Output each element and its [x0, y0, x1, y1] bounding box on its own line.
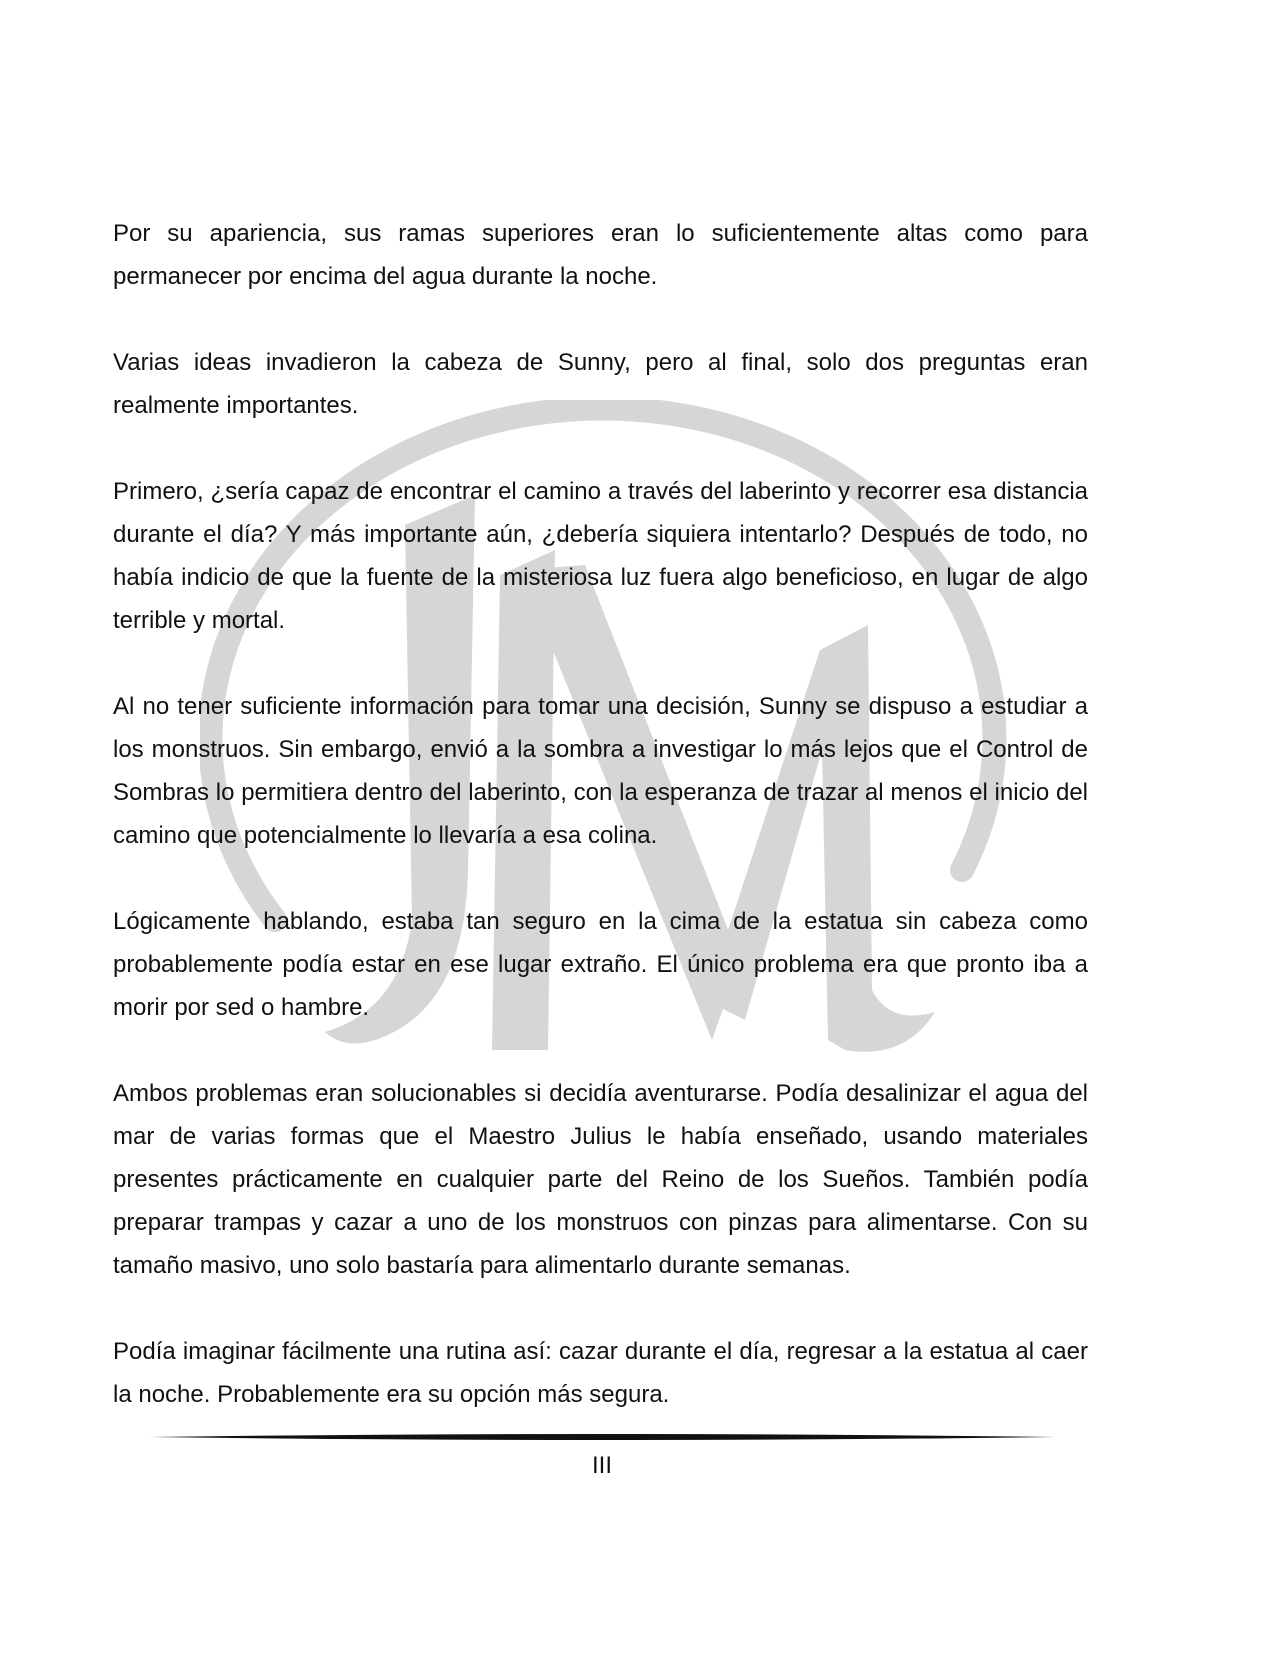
footer-divider: [150, 1432, 1055, 1442]
page-body: [113, 212, 1088, 1459]
paragraph: Primero, ¿sería capaz de encontrar el camino a través del laberinto y recorrer esa distancia durante el día? Y más importante aún, ¿debería siquiera intentarlo? Después de todo, no había indicio de que la fuente de la misteriosa luz fuera algo beneficioso, en lugar de algo terrible y mortal.: [113, 478, 1088, 634]
paragraph: Ambos problemas eran solucionables si decidía aventurarse. Podía desalinizar el agua del mar de varias formas que el Maestro Julius le había enseñado, usando materiales presentes prácticamente en cualquier parte del Reino de los Sueños. También podía preparar trampas y cazar a uno de los monstruos con pinzas para alimentarse. Con su tamaño masivo, uno solo bastaría para alimentarlo durante semanas.: [113, 1080, 1088, 1279]
paragraph: Por su apariencia, sus ramas superiores eran lo suficientemente altas como para permanecer por encima del agua durante la noche.: [113, 220, 1088, 290]
paragraph: Podía imaginar fácilmente una rutina así: cazar durante el día, regresar a la estatua al caer la noche. Probablemente era su opción más segura.: [113, 1338, 1088, 1408]
paragraph: Al no tener suficiente información para tomar una decisión, Sunny se dispuso a estudiar a los monstruos. Sin embargo, envió a la sombra a investigar lo más lejos que el Control de Sombras lo permitiera dentro del laberinto, con la esperanza de trazar al menos el inicio del camino que potencialmente lo llevaría a esa colina.: [113, 693, 1088, 849]
paragraph: Lógicamente hablando, estaba tan seguro en la cima de la estatua sin cabeza como probablemente podía estar en ese lugar extraño. El único problema era que pronto iba a morir por sed o hambre.: [113, 908, 1088, 1021]
paragraph: Varias ideas invadieron la cabeza de Sunny, pero al final, solo dos preguntas eran realmente importantes.: [113, 349, 1088, 419]
page-number: III: [591, 1452, 612, 1479]
